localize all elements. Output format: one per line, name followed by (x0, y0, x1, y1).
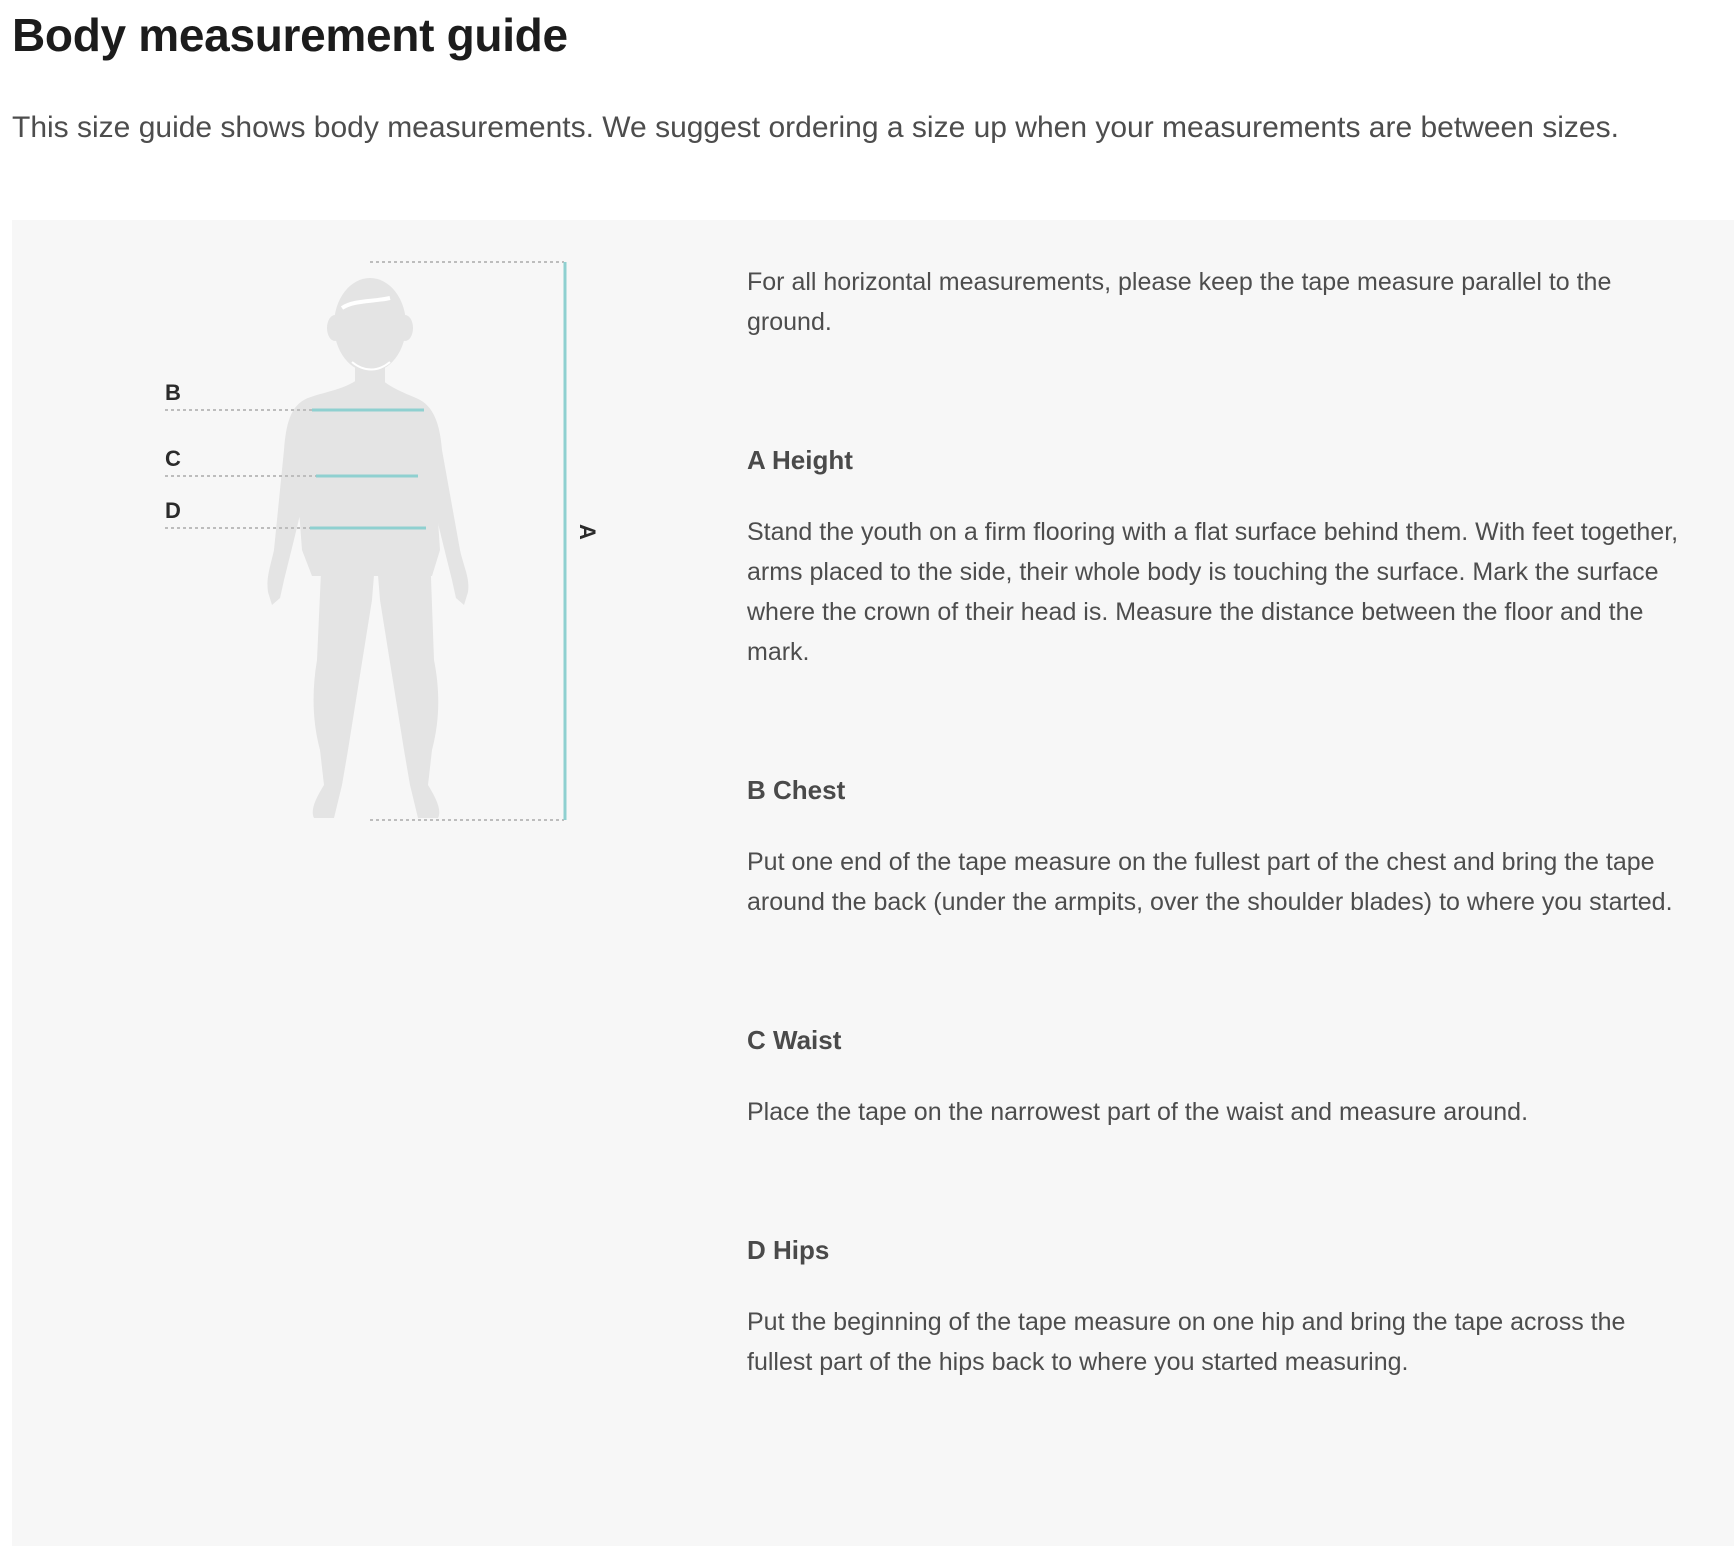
page-title: Body measurement guide (12, 9, 568, 61)
silhouette-leg-right (376, 550, 439, 818)
child-silhouette (267, 278, 468, 818)
instructions-lead: For all horizontal measurements, please keep the tape measure parallel to the ground. (747, 268, 1612, 336)
section-body: Stand the youth on a firm flooring with a flat surface behind them. With feet together, arms placed to the side, their whole body is touching the surface. Mark the surface where the crown of their head is. Measure the distance between the floor and the mark. (747, 518, 1679, 666)
measurement-instructions (747, 262, 1697, 1382)
label-b: B (165, 380, 181, 405)
silhouette-ear-right (397, 315, 413, 341)
intro-text: This size guide shows body measurements. We suggest ordering a size up when your measurements are between sizes. (12, 111, 1619, 144)
label-c: C (165, 446, 181, 471)
label-d: D (165, 498, 181, 523)
section-body: Put one end of the tape measure on the fullest part of the chest and bring the tape around the back (under the armpits, over the shoulder blades) to where you started. (747, 848, 1673, 916)
body-diagram (12, 220, 712, 1220)
silhouette-head (334, 278, 406, 372)
silhouette-ear-left (327, 315, 343, 341)
body-figure (12, 220, 712, 1546)
measurement-panel (12, 220, 1734, 1546)
section-heading: C Waist (747, 1025, 842, 1055)
section-heading: D Hips (747, 1235, 830, 1265)
section-body: Put the beginning of the tape measure on one hip and bring the tape across the fullest part of the hips back to where you started measuring. (747, 1308, 1626, 1376)
section-heading: B Chest (747, 775, 846, 805)
section-height (747, 440, 1697, 672)
label-a: A (575, 524, 600, 540)
section-body: Place the tape on the narrowest part of the waist and measure around. (747, 1098, 1529, 1126)
section-heading: A Height (747, 445, 853, 475)
section-chest (747, 770, 1697, 922)
silhouette-leg-left (313, 550, 376, 818)
section-waist (747, 1020, 1697, 1132)
section-hips (747, 1230, 1697, 1382)
